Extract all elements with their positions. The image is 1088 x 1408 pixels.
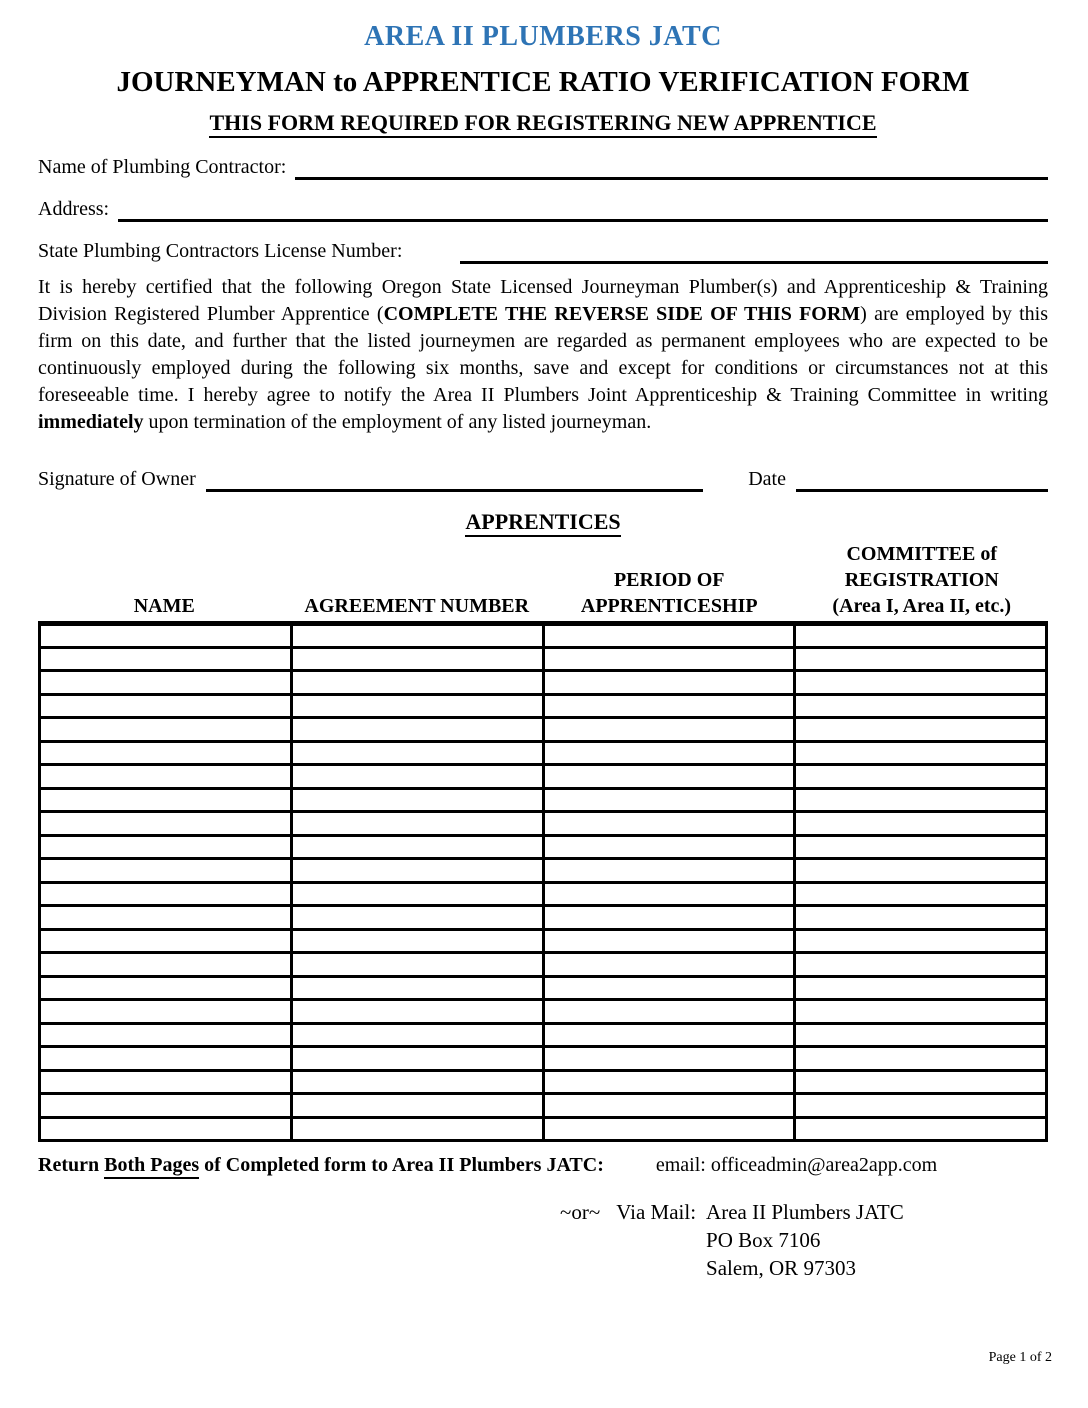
apprentice-cell-period[interactable] [543,882,795,906]
apprentice-cell-committee[interactable] [795,812,1047,836]
apprentice-cell-name[interactable] [40,765,292,789]
apprentice-row [40,812,1047,836]
apprentice-cell-committee[interactable] [795,671,1047,695]
column-header-agreement-line: AGREEMENT NUMBER [304,595,530,617]
column-header-committee [796,541,1049,619]
apprentice-cell-committee[interactable] [795,906,1047,930]
apprentice-cell-name[interactable] [40,624,292,648]
certification-text-2: ) are employed by this firm on this date, and further that the listed journeymen are regarded as permanent employees who are expected to be continuously employed during the following six months, save and except for conditions or circumstances not at this foreseeable time. I hereby agree to notify the Area II Plumbers Joint Apprenticeship & Training Committee in writing [38,303,1049,406]
apprentice-cell-name[interactable] [40,1117,292,1141]
apprentice-cell-agreement-number[interactable] [291,1094,543,1118]
apprentice-cell-agreement-number[interactable] [291,694,543,718]
apprentice-cell-name[interactable] [40,788,292,812]
apprentice-cell-period[interactable] [543,1117,795,1141]
apprentice-row [40,1117,1047,1141]
apprentice-cell-period[interactable] [543,1094,795,1118]
apprentice-cell-name[interactable] [40,953,292,977]
apprentice-cell-period[interactable] [543,694,795,718]
contractor-name-input-line[interactable] [295,156,1048,180]
apprentice-cell-committee[interactable] [795,647,1047,671]
date-label: Date [748,468,786,490]
apprentice-cell-name[interactable] [40,882,292,906]
apprentice-cell-committee[interactable] [795,1094,1047,1118]
column-header-committee-line-1: COMMITTEE of [846,543,998,565]
apprentice-cell-committee[interactable] [795,1070,1047,1094]
column-header-period-line-2: APPRENTICESHIP [580,595,758,617]
apprentices-heading-text: APPRENTICES [465,509,620,537]
address-label: Address: [38,198,110,220]
apprentice-cell-period[interactable] [543,647,795,671]
form-title: JOURNEYMAN to APPRENTICE RATIO VERIFICATION FORM [116,66,970,98]
apprentice-cell-agreement-number[interactable] [291,906,543,930]
apprentice-cell-committee[interactable] [795,976,1047,1000]
apprentice-cell-committee[interactable] [795,1047,1047,1071]
apprentice-cell-agreement-number[interactable] [291,812,543,836]
apprentice-cell-agreement-number[interactable] [291,1117,543,1141]
apprentice-cell-committee[interactable] [795,694,1047,718]
mail-address-line-1: Area II Plumbers JATC [706,1200,904,1224]
apprentice-row [40,718,1047,742]
field-contractor-name [38,154,1048,180]
apprentice-cell-agreement-number[interactable] [291,953,543,977]
apprentice-row [40,1094,1047,1118]
apprentice-cell-agreement-number[interactable] [291,1070,543,1094]
apprentice-row [40,741,1047,765]
apprentice-cell-committee[interactable] [795,835,1047,859]
form-subtitle [38,110,1048,136]
apprentice-row [40,788,1047,812]
mail-address [706,1198,904,1282]
email-label: email: [655,1154,706,1176]
apprentice-row [40,1047,1047,1071]
apprentice-cell-committee[interactable] [795,1023,1047,1047]
via-mail-label: Via Mail: [616,1200,697,1224]
apprentice-cell-name[interactable] [40,812,292,836]
apprentice-cell-committee[interactable] [795,1000,1047,1024]
certification-text-3: upon termination of the employment of any listed journeyman. [143,411,652,433]
apprentice-cell-period[interactable] [543,1000,795,1024]
apprentice-row [40,1000,1047,1024]
apprentice-cell-period[interactable] [543,906,795,930]
mail-address-line-2: PO Box 7106 [706,1228,821,1252]
apprentices-table-body [40,624,1047,1141]
apprentice-cell-name[interactable] [40,647,292,671]
certification-text-1: It is hereby certified that the following Oregon State Licensed Journeyman Plumber(s) and Apprenticeship & Training Division Registered Plumber Apprentice ( [38,276,1048,325]
apprentice-cell-committee[interactable] [795,1117,1047,1141]
mail-block [560,1198,1048,1282]
license-number-input-line[interactable] [460,240,1048,264]
apprentice-cell-agreement-number[interactable] [291,647,543,671]
apprentices-table [38,621,1048,1142]
apprentice-cell-period[interactable] [543,953,795,977]
apprentice-row [40,953,1047,977]
apprentice-cell-period[interactable] [543,1023,795,1047]
return-prefix: Return [38,1154,105,1176]
apprentice-cell-period[interactable] [543,812,795,836]
email-address: officeadmin@area2app.com [710,1154,938,1176]
apprentice-row [40,929,1047,953]
apprentices-column-headers [38,541,1048,619]
email-section [656,1154,937,1176]
apprentice-cell-name[interactable] [40,1047,292,1071]
apprentice-cell-agreement-number[interactable] [291,929,543,953]
column-header-name [38,593,291,619]
signature-row [38,466,1048,492]
apprentice-row [40,671,1047,695]
apprentice-cell-agreement-number[interactable] [291,1000,543,1024]
apprentice-cell-name[interactable] [40,976,292,1000]
apprentice-cell-committee[interactable] [795,953,1047,977]
apprentice-cell-period[interactable] [543,1047,795,1071]
apprentice-cell-name[interactable] [40,906,292,930]
column-header-agreement-number [291,593,544,619]
certification-paragraph [38,274,1048,436]
apprentice-cell-committee[interactable] [795,859,1047,883]
column-header-committee-line-2: REGISTRATION [844,569,999,591]
or-text: ~or~ [560,1200,601,1224]
column-header-committee-line-3: (Area I, Area II, etc.) [832,595,1012,617]
apprentice-cell-period[interactable] [543,624,795,648]
apprentice-row [40,694,1047,718]
apprentice-row [40,859,1047,883]
apprentice-row [40,835,1047,859]
signature-input-line[interactable] [206,468,704,492]
apprentice-cell-name[interactable] [40,859,292,883]
apprentice-cell-name[interactable] [40,1000,292,1024]
apprentice-row [40,624,1047,648]
apprentice-cell-period[interactable] [543,788,795,812]
org-title: AREA II PLUMBERS JATC [364,21,722,52]
address-input-line[interactable] [118,198,1048,222]
apprentice-cell-name[interactable] [40,835,292,859]
apprentice-cell-agreement-number[interactable] [291,1047,543,1071]
apprentice-cell-agreement-number[interactable] [291,671,543,695]
apprentice-cell-committee[interactable] [795,741,1047,765]
apprentice-cell-name[interactable] [40,1094,292,1118]
apprentice-cell-period[interactable] [543,859,795,883]
apprentice-row [40,1023,1047,1047]
return-instructions [38,1152,1048,1178]
apprentice-row [40,906,1047,930]
apprentice-cell-period[interactable] [543,976,795,1000]
license-number-label: State Plumbing Contractors License Number: [38,240,403,262]
apprentice-cell-committee[interactable] [795,929,1047,953]
apprentice-cell-name[interactable] [40,671,292,695]
apprentice-cell-name[interactable] [40,1070,292,1094]
apprentice-row [40,647,1047,671]
apprentice-cell-name[interactable] [40,929,292,953]
apprentice-cell-period[interactable] [543,929,795,953]
apprentice-cell-period[interactable] [543,671,795,695]
field-license-number [38,238,1048,264]
form-subtitle-text: THIS FORM REQUIRED FOR REGISTERING NEW APPRENTICE [209,110,876,138]
apprentice-row [40,976,1047,1000]
apprentice-cell-period[interactable] [543,1070,795,1094]
return-both-pages: Both Pages [104,1154,199,1179]
apprentice-cell-committee[interactable] [795,624,1047,648]
apprentice-row [40,882,1047,906]
apprentice-cell-period[interactable] [543,765,795,789]
apprentice-cell-name[interactable] [40,694,292,718]
date-input-line[interactable] [796,468,1048,492]
apprentice-row [40,765,1047,789]
apprentice-cell-agreement-number[interactable] [291,718,543,742]
apprentice-cell-period[interactable] [543,741,795,765]
apprentice-cell-period[interactable] [543,718,795,742]
apprentice-cell-agreement-number[interactable] [291,624,543,648]
apprentice-cell-name[interactable] [40,1023,292,1047]
return-suffix: of Completed form to Area II Plumbers JATC: [199,1154,604,1176]
mail-address-line-3: Salem, OR 97303 [706,1256,856,1280]
apprentice-cell-agreement-number[interactable] [291,788,543,812]
signature-of-owner-label: Signature of Owner [38,468,196,490]
apprentice-row [40,1070,1047,1094]
apprentice-cell-name[interactable] [40,741,292,765]
apprentice-cell-agreement-number[interactable] [291,835,543,859]
column-header-period [543,567,796,619]
apprentices-heading [38,508,1048,535]
apprentice-cell-committee[interactable] [795,765,1047,789]
column-header-name-line: NAME [133,595,195,617]
apprentice-cell-agreement-number[interactable] [291,882,543,906]
certification-bold-immediately: immediately [38,411,144,433]
field-address [38,196,1048,222]
apprentice-cell-agreement-number[interactable] [291,976,543,1000]
apprentice-cell-agreement-number[interactable] [291,741,543,765]
certification-bold-reverse-side: COMPLETE THE REVERSE SIDE OF THIS FORM [383,303,861,325]
apprentice-cell-name[interactable] [40,718,292,742]
apprentice-cell-period[interactable] [543,835,795,859]
apprentice-cell-agreement-number[interactable] [291,1023,543,1047]
return-instructions-bold [38,1154,604,1179]
apprentice-cell-agreement-number[interactable] [291,765,543,789]
contractor-name-label: Name of Plumbing Contractor: [38,156,287,178]
page-number: Page 1 of 2 [988,1350,1052,1365]
apprentice-cell-agreement-number[interactable] [291,859,543,883]
apprentice-cell-committee[interactable] [795,882,1047,906]
apprentice-cell-committee[interactable] [795,718,1047,742]
apprentice-cell-committee[interactable] [795,788,1047,812]
column-header-period-line-1: PERIOD OF [613,569,725,591]
